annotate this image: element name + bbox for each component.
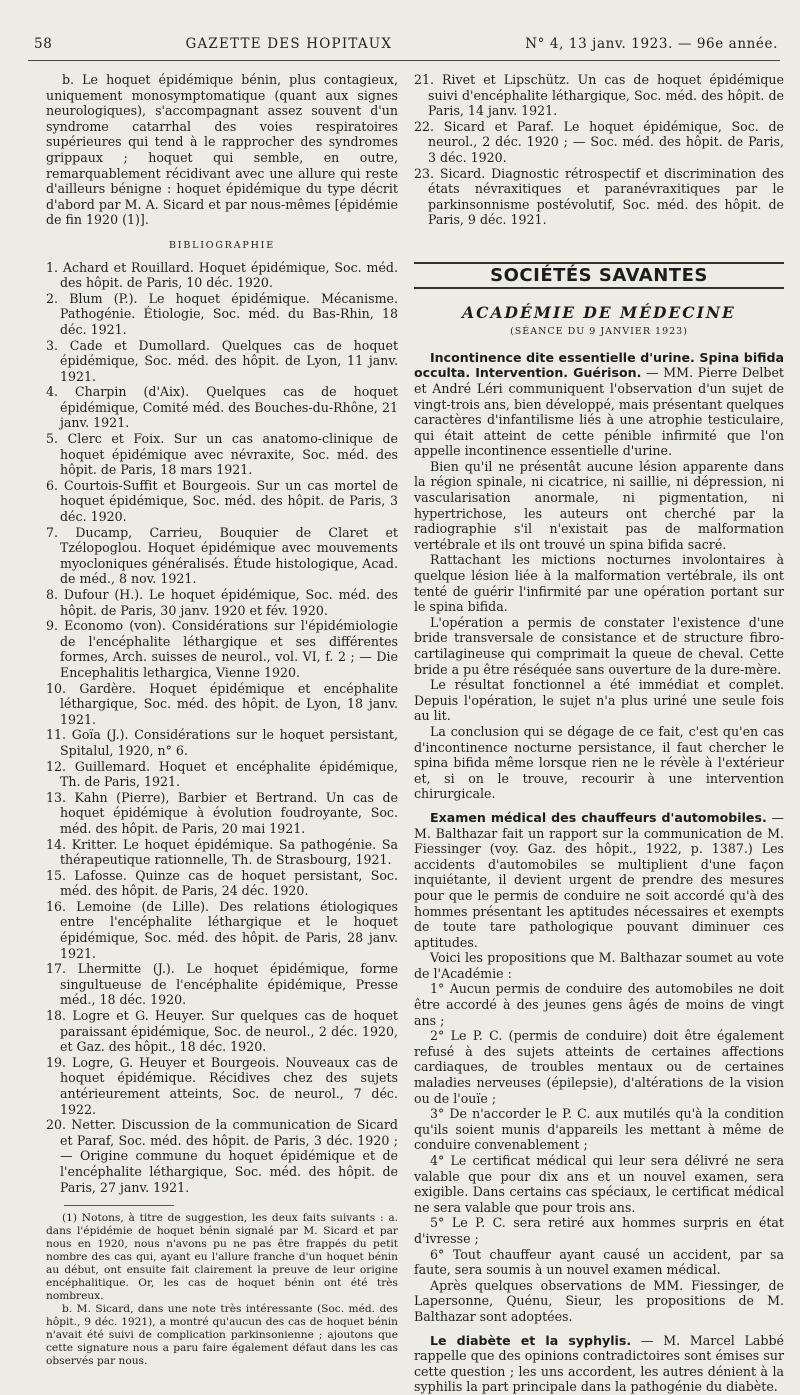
bibliography-item: 13. Kahn (Pierre), Barbier et Bertrand. Un cas de hoquet épidémique à évolution foudroyante, Soc. méd. des hôpit. de Paris, 20 mai 1921. [46,789,398,836]
page-header [34,36,778,58]
academy-heading: ACADÉMIE DE MÉDECINE [462,302,736,322]
proposal-item: 3° De n'accorder le P. C. aux mutilés qu'à la condition qu'ils soient munis d'appareils les mettant à même de conduire convenablement ; [414,1106,784,1153]
session-date: (SÉANCE DU 9 JANVIER 1923) [510,326,688,338]
bibliography-title: BIBLIOGRAPHIE [169,239,275,251]
article-paragraph: Bien qu'il ne présentât aucune lésion apparente dans la région spinale, ni cicatrice, ni saillie, ni dépression, ni vascularisation anormale, ni pigmentation, ni hypertrichose, les auteurs ont cherché par la radiographie s'il n'existait pas de malformation vertébrale et ils ont trouvé un spina bifida sacré. [414,458,784,552]
issue-info: N° 4, 13 janv. 1923. — 96e année. [525,36,778,52]
bibliography-item: 3. Cade et Dumollard. Quelques cas de hoquet épidémique, Soc. méd. des hôpit. de Lyon, 11 janv. 1921. [46,337,398,384]
article-paragraph: Le résultat fonctionnel a été immédiat et complet. Depuis l'opération, le sujet n'a plus uriné une seule fois au lit. [414,677,784,724]
bibliography-item: 23. Sicard. Diagnostic rétrospectif et discrimination des états névraxitiques et paranévraxitiques par le parkinsonnisme postévolutif, Soc. méd. des hôpit. de Paris, 9 déc. 1921. [414,165,784,228]
article-paragraph: Rattachant les mictions nocturnes involontaires à quelque lésion liée à la malformation vertébrale, ils ont tenté de guérir l'infirmité par une opération portant sur le spina bifida. [414,552,784,615]
article-paragraph: Voici les propositions que M. Balthazar soumet au vote de l'Académie : [414,950,784,981]
article-paragraph: La conclusion qui se dégage de ce fait, c'est qu'en cas d'incontinence nocturne persistance, il faut chercher le spina bifida même lorsque rien ne le révèle à l'extérieur et, si on le trouve, recourir à une intervention chirurgicale. [414,723,784,802]
article-heading: Le diabète et la syphylis. [430,1332,632,1348]
article-incontinence [414,350,784,459]
bibliography-item: 12. Guillemard. Hoquet et encéphalite épidémique, Th. de Paris, 1921. [46,758,398,790]
article-paragraph: Après quelques observations de MM. Fiessinger, de Lapersonne, Quénu, Sieur, les propositions de M. Balthazar sont adoptées. [414,1277,784,1324]
bibliography-item: 1. Achard et Rouillard. Hoquet épidémique, Soc. méd. des hôpit. de Paris, 10 déc. 1920. [46,259,398,291]
bibliography-item: 15. Lafosse. Quinze cas de hoquet persistant, Soc. méd. des hôpit. de Paris, 24 déc. 1920. [46,867,398,899]
article-chauffeurs [414,810,784,950]
bibliography-item: 22. Sicard et Paraf. Le hoquet épidémique, Soc. de neurol., 2 déc. 1920 ; — Soc. méd. des hôpit. de Paris, 3 déc. 1920. [414,118,784,165]
proposal-item: 5° Le P. C. sera retiré aux hommes surpris en état d'ivresse ; [414,1215,784,1246]
journal-title: GAZETTE DES HOPITAUX [185,36,393,52]
proposal-item: 6° Tout chauffeur ayant causé un accident, par sa faute, sera soumis à un nouvel examen médical. [414,1246,784,1278]
bibliography-item: 9. Economo (von). Considérations sur l'épidémiologie de l'encéphalite léthargique et ses différentes formes, Arch. suisses de neurol., vol. VI, f. 2 ; — Die Encephalitis lethargica, Vienne 1920. [46,618,398,680]
article-lead: — MM. Pierre Delbet et André Léri communiquent l'observation d'un sujet de vingt-trois ans, bien développé, mais présentant quelques caractères d'infantilisme liés à une atrophie testiculaire, qui était atteint de cette pénible infirmité que l'on appelle incontinence essentielle d'urine. [414,365,784,459]
bibliography-item: 16. Lemoine (de Lille). Des relations étiologiques entre l'encéphalite léthargique et le hoquet épidémique, Soc. méd. des hôpit. de Paris, 28 janv. 1921. [46,898,398,961]
footnote-rule [64,1205,174,1206]
right-column [414,72,784,1395]
footnote [46,1212,398,1368]
page-number: 58 [34,36,53,52]
article-lead: — M. Balthazar fait un rapport sur la communication de M. Fiessinger (voy. Gaz. des hôpit., 1922, p. 1387.) Les accidents d'automobiles se multiplient d'une façon inquiétante, il devient urgent de prendre des mesures pour que le permis de conduire ne soit accordé qu'à des hommes présentant les aptitudes nécessaires et exempts de toute tare pathologique pouvant diminuer ces aptitudes. [414,809,784,950]
article-heading: Incontinence dite essentielle d'urine. Spina bifida occulta. Intervention. Guérison. [414,349,784,381]
bibliography-item: 5. Clerc et Foix. Sur un cas anatomo-clinique de hoquet épidémique avec névraxite, Soc. méd. des hôpit. de Paris, 18 mars 1921. [46,431,398,478]
left-column [46,72,398,1368]
bibliography-item: 4. Charpin (d'Aix). Quelques cas de hoquet épidémique, Comité méd. des Bouches-du-Rhône, 21 janv. 1921. [46,384,398,431]
footnote-paragraph: b. M. Sicard, dans une note très intéressante (Soc. méd. des hôpit., 9 déc. 1921), a montré qu'aucun des cas de hoquet bénin n'avait été suivi de complication parkinsonienne ; ajoutons que cette signature nous a paru faire également défaut dans les cas observés par nous. [46,1303,398,1368]
section-title: SOCIÉTÉS SAVANTES [414,262,784,289]
bibliography-item: 7. Ducamp, Carrieu, Bouquier de Claret et Tzélopoglou. Hoquet épidémique avec mouvements myocloniques généralisés. Étude histologique, Acad. de méd., 8 nov. 1921. [46,524,398,587]
proposal-item: 2° Le P. C. (permis de conduire) doit être également refusé à des sujets atteints de certaines affections cardiaques, de troubles mentaux ou de certaines maladies nerveuses (épilepsie), d'altérations de la vision ou de l'ouïe ; [414,1028,784,1106]
footnote-paragraph: (1) Notons, à titre de suggestion, les deux faits suivants : a. dans l'épidémie de hoquet bénin signalé par M. Sicard et par nous en 1920, nous n'avons pu ne pas être frappés du petit nombre des cas qui, ayant eu l'allure franche d'un hoquet bénin au début, ont ensuite fait clairement la preuve de leur origine encéphalitique. Or, les cas de hoquet bénin ont été très nombreux. [46,1212,398,1303]
bibliography-item: 19. Logre, G. Heuyer et Bourgeois. Nouveaux cas de hoquet épidémique. Récidives chez des sujets antérieurement atteints, Soc. de neurol., 7 déc. 1922. [46,1054,398,1117]
intro-paragraph: b. Le hoquet épidémique bénin, plus contagieux, uniquement monosymptomatique (quant aux signes neurologiques), s'accompagnant assez souvent d'un syndrome catarrhal des voies respiratoires supérieures qui tend à le rapprocher des syndromes grippaux ; hoquet qui semble, en outre, remarquablement récidivant avec une allure qui reste d'ailleurs bénigne : hoquet épidémique du type décrit d'abord par M. A. Sicard et par nous-mêmes [épidémie de fin 1920 (1)]. [46,72,398,228]
bibliography-item: 2. Blum (P.). Le hoquet épidémique. Mécanisme. Pathogénie. Étiologie, Soc. méd. du Bas-Rhin, 18 déc. 1921. [46,290,398,337]
bibliography-item: 18. Logre et G. Heuyer. Sur quelques cas de hoquet paraissant épidémique, Soc. de neurol., 2 déc. 1920, et Gaz. des hôpit., 18 déc. 1920. [46,1008,398,1055]
bibliography-item: 6. Courtois-Suffit et Bourgeois. Sur un cas mortel de hoquet épidémique, Soc. méd. des hôpit. de Paris, 3 déc. 1920. [46,477,398,525]
bibliography-item: 17. Lhermitte (J.). Le hoquet épidémique, forme singultueuse de l'encéphalite épidémique, Presse méd., 18 déc. 1920. [46,961,398,1008]
bibliography-list [46,260,398,1196]
bibliography-item: 21. Rivet et Lipschütz. Un cas de hoquet épidémique suivi d'encéphalite léthargique, Soc. méd. des hôpit. de Paris, 14 janv. 1921. [414,72,784,119]
bibliography-item: 14. Kritter. Le hoquet épidémique. Sa pathogénie. Sa thérapeutique rationnelle, Th. de Strasbourg, 1921. [46,836,398,868]
bibliography-item: 8. Dufour (H.). Le hoquet épidémique, Soc. méd. des hôpit. de Paris, 30 janv. 1920 et fév. 1920. [46,587,398,618]
proposal-item: 4° Le certificat médical qui leur sera délivré ne sera valable que pour dix ans et un nouvel examen, sera exigible. Dans certains cas spéciaux, le certificat médical ne sera valable que pour trois ans. [414,1153,784,1215]
article-heading: Examen médical des chauffeurs d'automobiles. [430,809,767,825]
proposal-item: 1° Aucun permis de conduire des automobiles ne doit être accordé à des jeunes gens âgés de moins de vingt ans ; [414,981,784,1028]
bibliography-item: 11. Goïa (J.). Considérations sur le hoquet persistant, Spitalul, 1920, n° 6. [46,727,398,758]
article-paragraph: L'opération a permis de constater l'existence d'une bride transversale de consistance et de structure fibro-cartilagineuse qui comprimait la queue de cheval. Cette bride a pu être réséquée sans ouverture de la dure-mère. [414,614,784,677]
bibliography-item: 10. Gardère. Hoquet épidémique et encéphalite léthargique, Soc. méd. des hôpit. de Lyon, 18 janv. 1921. [46,680,398,727]
article-diabete [414,1333,784,1395]
header-rule [28,60,780,61]
bibliography-item: 20. Netter. Discussion de la communication de Sicard et Paraf, Soc. méd. des hôpit. de Paris, 3 déc. 1920 ; — Origine commune du hoquet épidémique et de l'encéphalite léthargique, Soc. méd. des hôpit. de Paris, 27 janv. 1921. [46,1117,398,1195]
article-lead: — M. Marcel Labbé rappelle que des opinions contradictoires sont émises sur cette question ; les uns accordent, les autres dénient à la syphilis la part principale dans la pathogénie du diabète. [414,1332,784,1395]
